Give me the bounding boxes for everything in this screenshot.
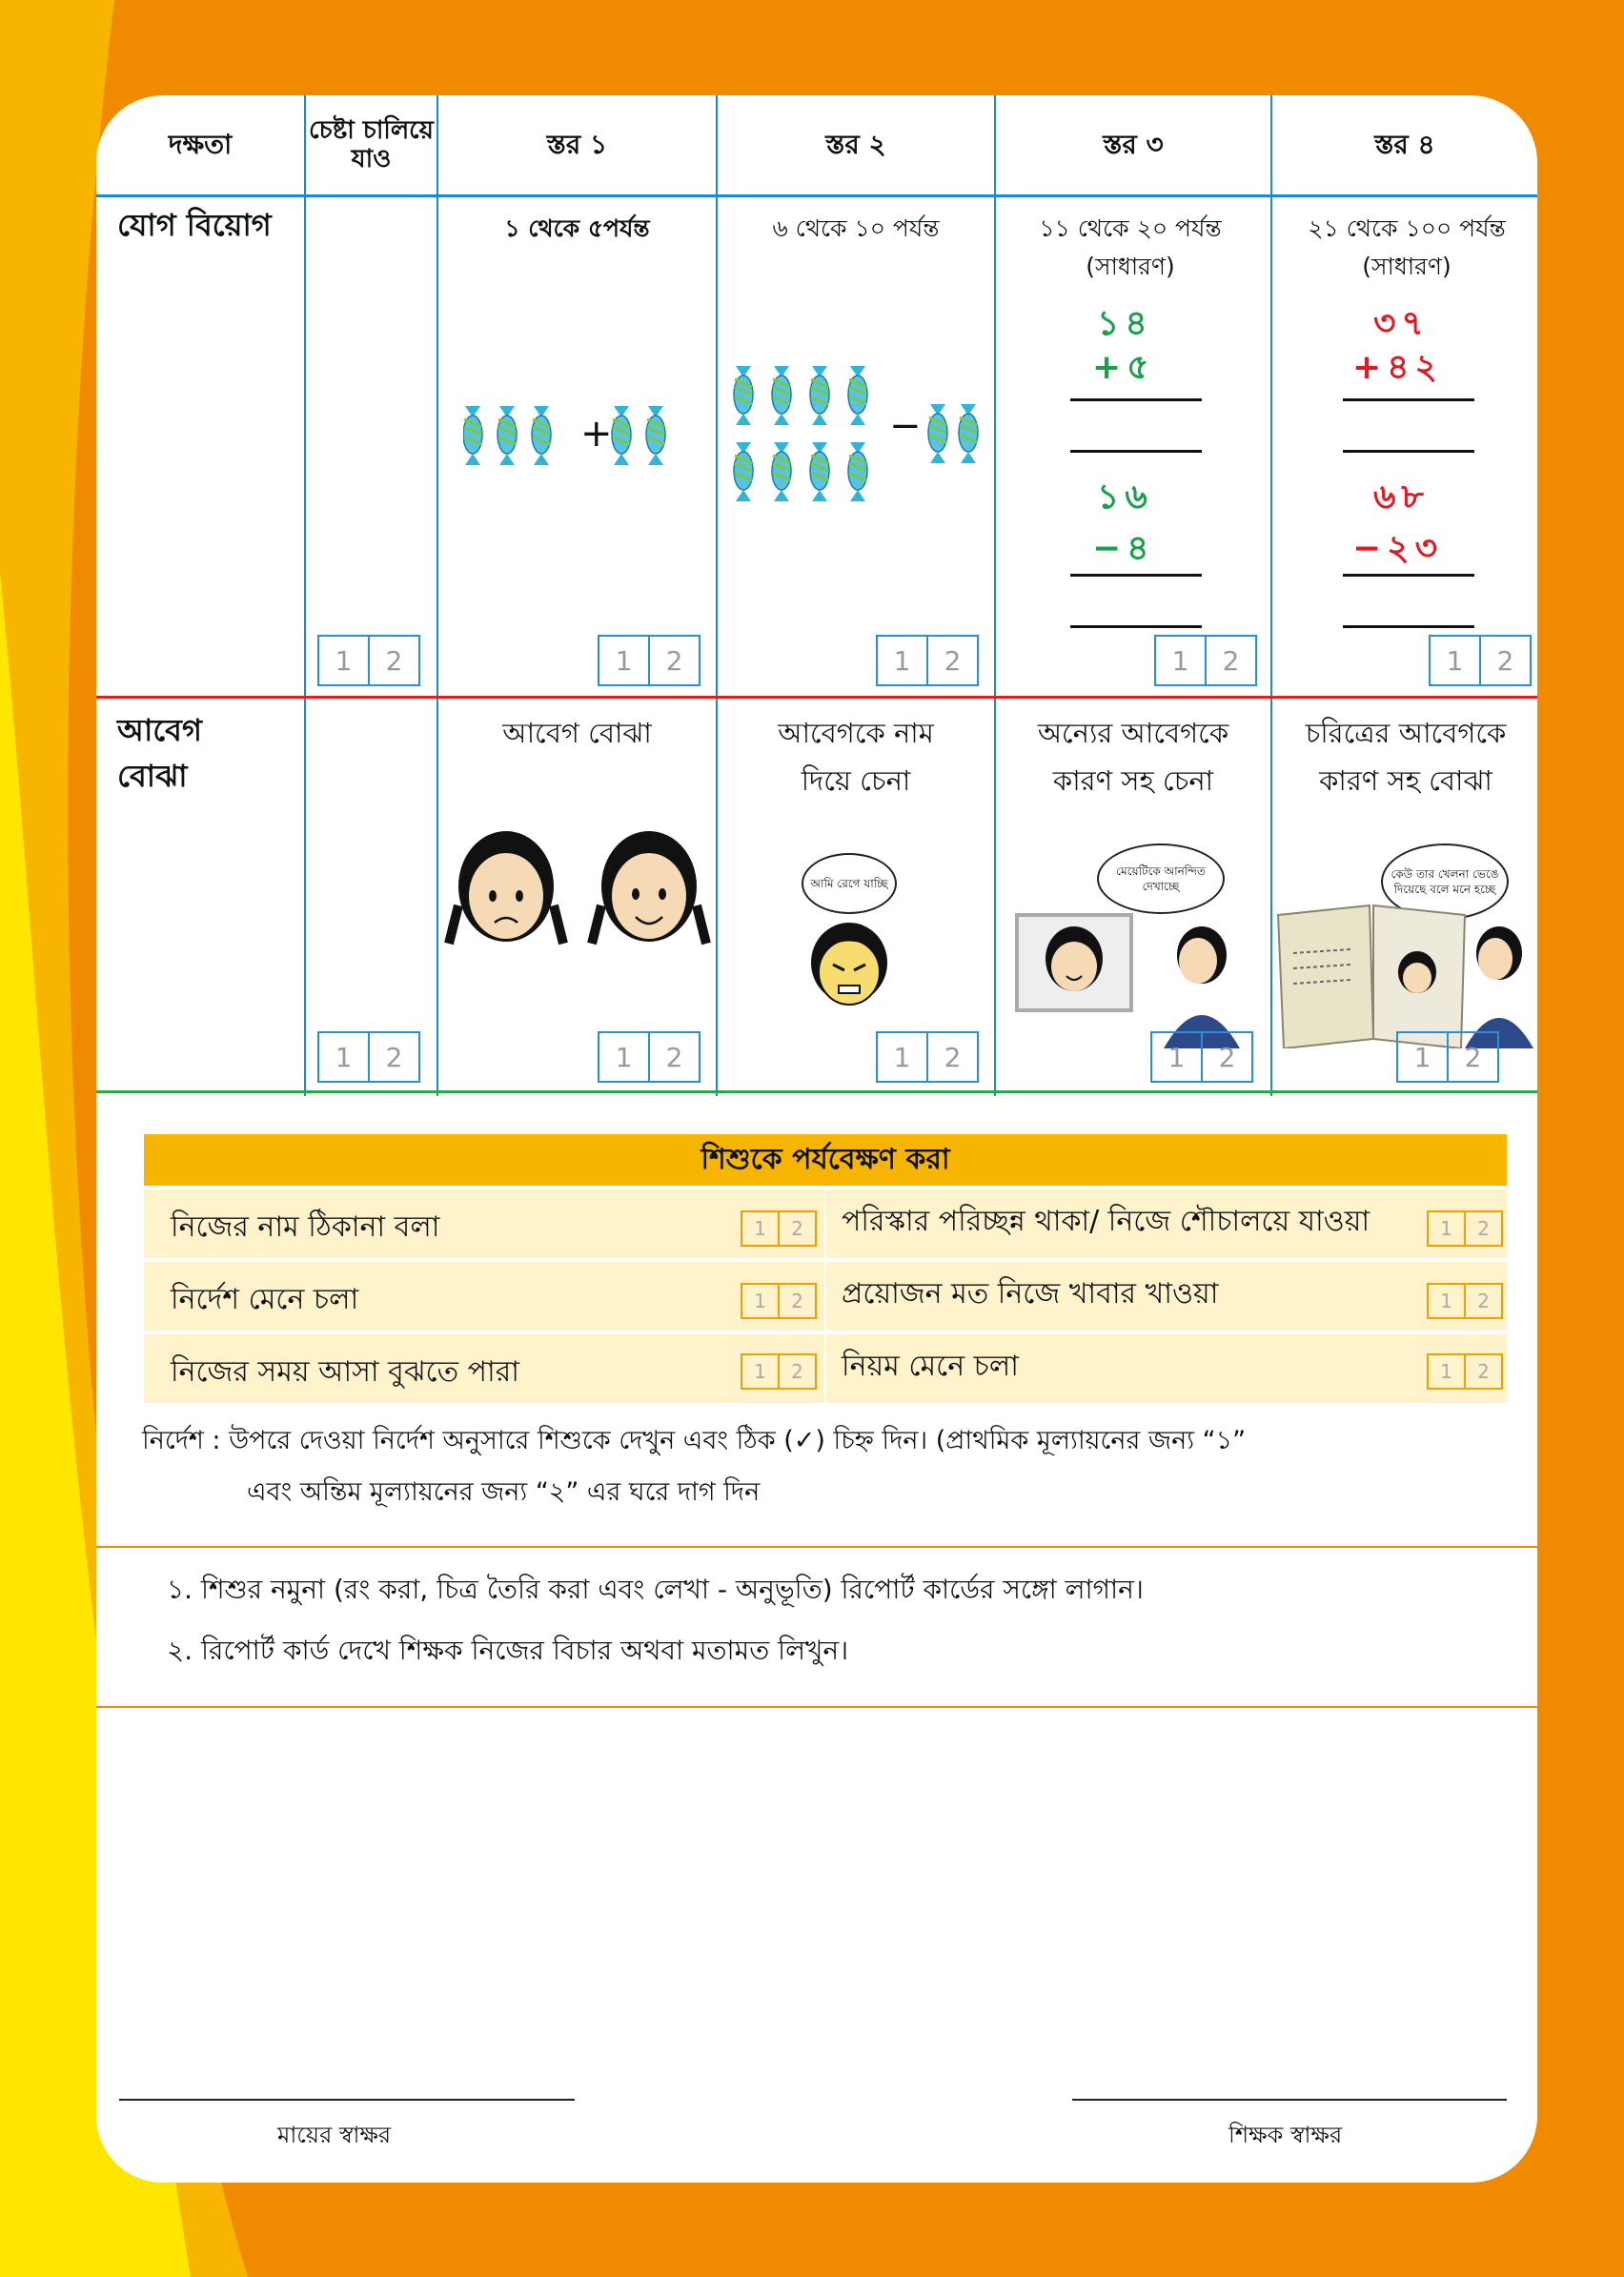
checkbox-pair[interactable]: 1 2 — [1427, 1283, 1503, 1319]
header-level-1: স্তর ১ — [546, 129, 608, 160]
observation-title: শিশুকে পর্যবেক্ষণ করা — [144, 1134, 1507, 1186]
checkbox-pair[interactable]: 1 2 — [741, 1353, 817, 1390]
checkbox-pair[interactable]: 1 2 — [1427, 1210, 1503, 1247]
girl-reading-book-illustration — [1274, 896, 1537, 1048]
checkbox-pair[interactable]: 1 2 — [598, 1031, 700, 1083]
candy-subtraction-illustration — [730, 362, 987, 515]
checkbox-pair[interactable]: 1 2 — [317, 635, 420, 686]
row-divider-red — [96, 696, 1537, 699]
girl-looking-at-photo-illustration — [1011, 905, 1259, 1048]
level-2-text: ৬ থেকে ১০ পর্যন্ত — [772, 214, 940, 242]
sad-happy-faces-illustration — [439, 810, 716, 963]
checkbox-pair[interactable]: 1 2 — [598, 635, 700, 686]
checkbox-pair[interactable]: 1 2 — [741, 1210, 817, 1247]
math4-a2: +৪২ — [1352, 348, 1443, 387]
emotion-level-3-text: অন্যের আবেগকে কারণ সহ চেনা — [1037, 717, 1229, 797]
checkbox-pair[interactable]: 1 2 — [1396, 1031, 1499, 1083]
checkbox-pair[interactable]: 1 2 — [1427, 1353, 1503, 1390]
grid-line — [994, 95, 996, 1096]
header-skill: দক্ষতা — [168, 129, 233, 160]
teacher-signature-line[interactable] — [1072, 2099, 1507, 2101]
math-line — [1070, 574, 1202, 577]
math4-a1: ৩৭ — [1373, 304, 1430, 343]
plus-sign: + — [580, 412, 613, 456]
math3-a1: ১৪ — [1097, 304, 1153, 343]
grid-line — [304, 95, 306, 1096]
checkbox-pair[interactable]: 1 2 — [876, 635, 979, 686]
math-line — [1343, 625, 1474, 628]
header-divider — [96, 194, 1537, 197]
math-line — [1070, 398, 1202, 401]
speech-bubble: আমি রেগে যাচ্ছি — [802, 853, 897, 914]
checkbox-pair[interactable]: 1 2 — [876, 1031, 979, 1083]
speech-bubble: মেয়েটিকে আনন্দিত দেখাচ্ছে — [1097, 844, 1225, 914]
instruction-line-2: এবং অন্তিম মূল্যায়নের জন্য “২” এর ঘরে দাগ দিন — [247, 1477, 761, 1507]
note-2: ২. রিপোর্ট কার্ড দেখে শিক্ষক নিজের বিচার অথবা মতামত লিখুন। — [167, 1635, 849, 1666]
observation-item: নির্দেশ মেনে চলা — [171, 1283, 359, 1316]
checkbox-pair[interactable]: 1 2 — [317, 1031, 420, 1083]
math4-b1: ৬৮ — [1373, 478, 1430, 517]
header-level-2: স্তর ২ — [825, 129, 886, 160]
angry-girl-illustration — [797, 915, 902, 1010]
math3-b2: −৪ — [1092, 529, 1155, 568]
math-line — [1343, 574, 1474, 577]
emotion-level-1-text: আবেগ বোঝা — [502, 717, 652, 749]
mother-signature-label: মায়ের স্বাক্ষর — [277, 2122, 392, 2148]
math-line — [1343, 398, 1474, 401]
observation-item: পরিস্কার পরিচ্ছন্ন থাকা/ নিজে শৌচালয়ে যাওয়া — [842, 1205, 1370, 1238]
header-level-3: স্তর ৩ — [1103, 129, 1164, 160]
checkbox-pair[interactable]: 1 2 — [741, 1283, 817, 1319]
header-try: চেষ্টা চালিয়ে যাও — [309, 116, 434, 173]
math4-b2: −২৩ — [1352, 529, 1443, 568]
report-card — [96, 95, 1537, 2183]
level-1-text: ১ থেকে ৫পর্যন্ত — [504, 214, 650, 242]
math-line — [1070, 450, 1202, 453]
level-3-text: ১১ থেকে ২০ পর্যন্ত (সাধারণ) — [1039, 214, 1222, 280]
note-1: ১. শিশুর নমুনা (রং করা, চিত্র তৈরি করা এবং লেখা - অনুভূতি) রিপোর্ট কার্ডের সঙ্গো লাগান। — [167, 1574, 1144, 1605]
row-label-add-subtract: যোগ বিয়োগ — [117, 207, 272, 243]
speech-bubble: কেউ তার খেলনা ভেঙে দিয়েছে বলে মনে হচ্ছে — [1381, 844, 1509, 920]
grid-line — [1270, 95, 1272, 1096]
teacher-signature-label: শিক্ষক স্বাক্ষর — [1228, 2122, 1343, 2148]
math-line — [1343, 450, 1474, 453]
observation-item: নিজের নাম ঠিকানা বলা — [171, 1210, 440, 1244]
emotion-level-4-text: চরিত্রের আবেগকে কারণ সহ বোঝা — [1305, 717, 1507, 797]
row-label-emotions: আবেগ বোঝা — [117, 712, 202, 794]
observation-divider — [824, 1189, 826, 1403]
section-divider — [96, 1706, 1537, 1708]
checkbox-pair[interactable]: 1 2 — [1429, 635, 1532, 686]
math-line — [1070, 625, 1202, 628]
checkbox-pair[interactable]: 1 2 — [1150, 1031, 1253, 1083]
section-divider — [96, 1546, 1537, 1548]
checkbox-pair[interactable]: 1 2 — [1154, 635, 1257, 686]
mother-signature-line[interactable] — [119, 2099, 575, 2101]
observation-item: নিয়ম মেনে চলা — [842, 1350, 1019, 1383]
minus-sign: − — [889, 404, 922, 448]
math3-a2: +৫ — [1092, 348, 1155, 387]
observation-item: নিজের সময় আসা বুঝতে পারা — [171, 1355, 519, 1389]
level-4-text: ২১ থেকে ১০০ পর্যন্ত (সাধারণ) — [1308, 214, 1506, 280]
instruction-line-1: নির্দেশ : উপরে দেওয়া নির্দেশ অনুসারে শিশুকে দেখুন এবং ঠিক (✓) চিহ্ন দিন। (প্রাথমিক মূল্যায়নের জন্য “১” — [142, 1426, 1247, 1455]
math3-b1: ১৬ — [1097, 478, 1153, 517]
row-divider-green — [96, 1090, 1537, 1093]
observation-item: প্রয়োজন মত নিজে খাবার খাওয়া — [842, 1277, 1219, 1311]
emotion-level-2-text: আবেগকে নাম দিয়ে চেনা — [778, 717, 934, 797]
header-level-4: স্তর ৪ — [1374, 129, 1435, 160]
